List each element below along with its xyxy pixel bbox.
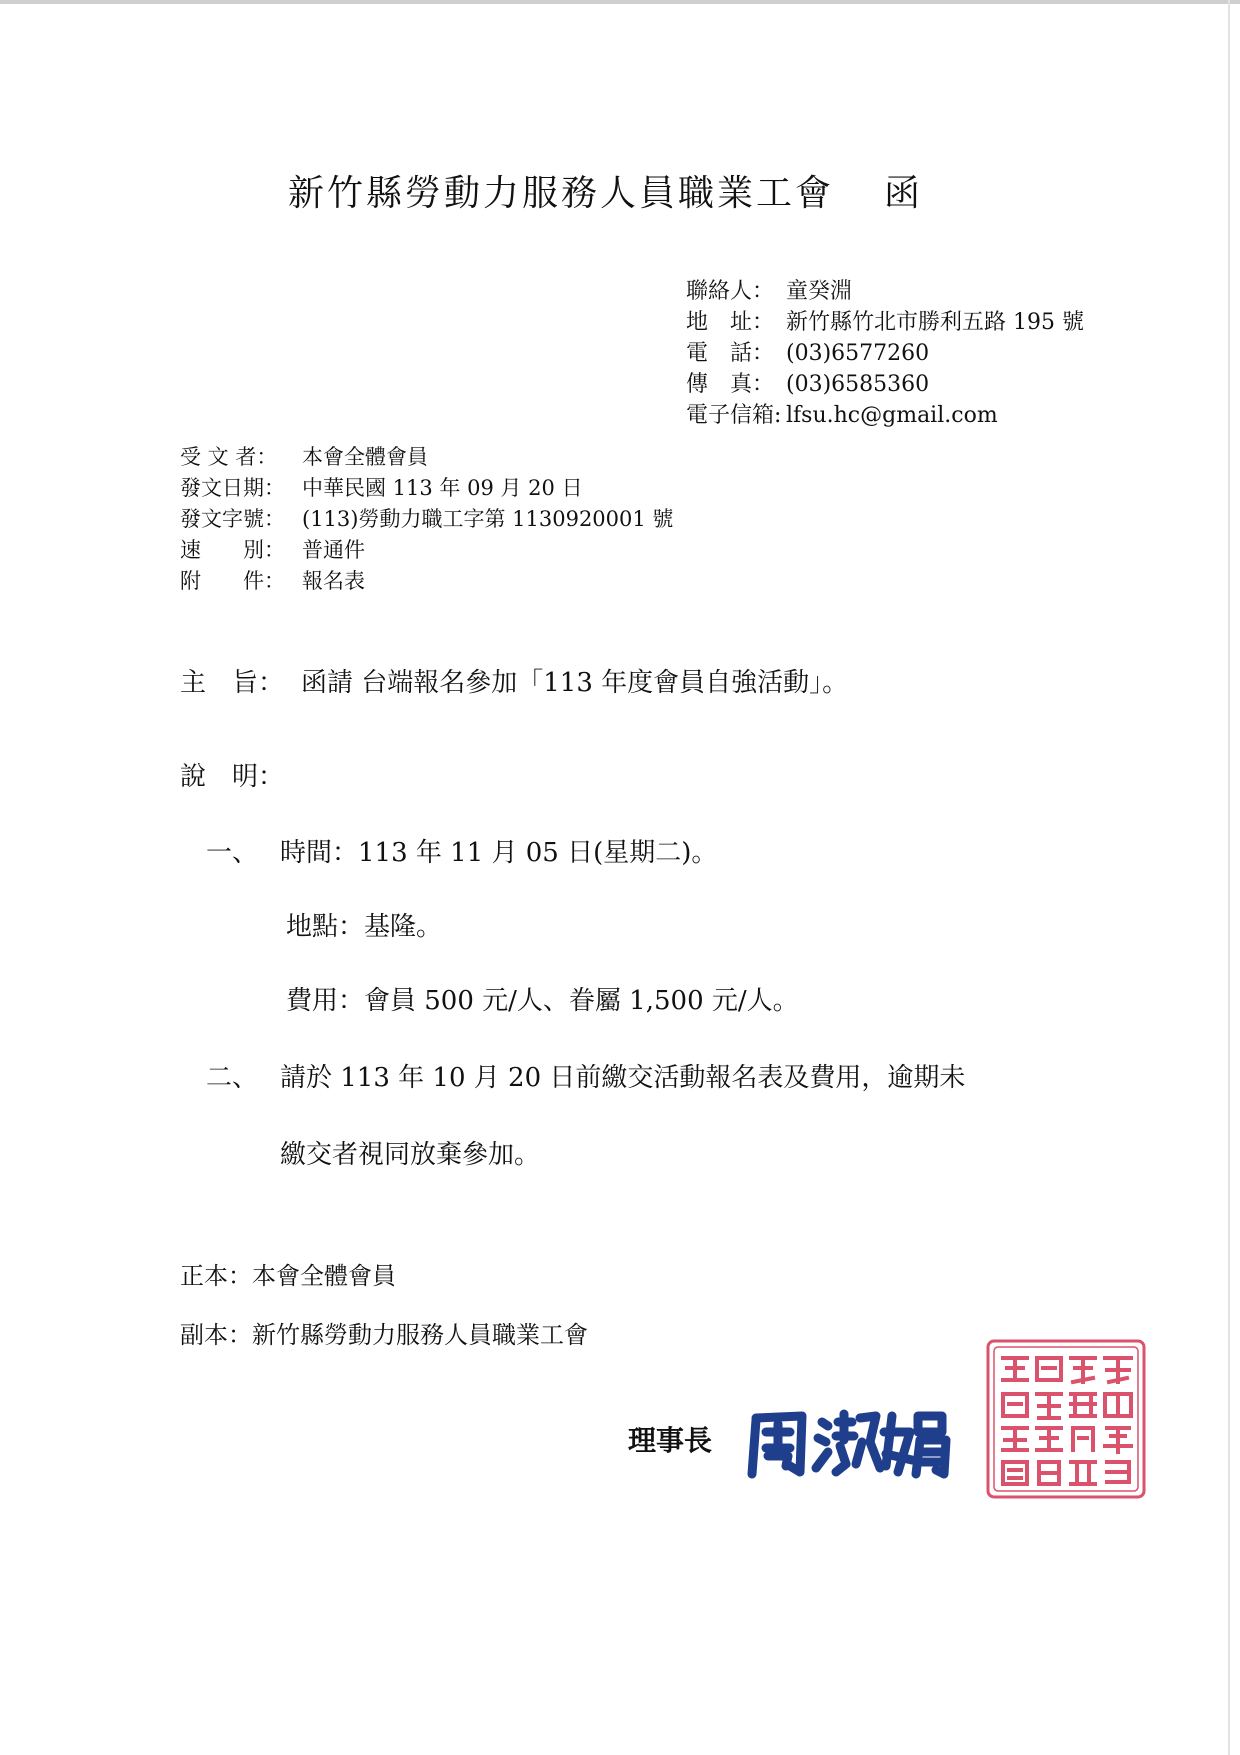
meta-row xyxy=(180,534,365,564)
contact-value: (03)6585360 xyxy=(786,372,930,397)
meta-value: 中華民國 113 年 09 月 20 日 xyxy=(302,476,583,500)
subject-line xyxy=(180,662,848,699)
contact-label: 地 址： xyxy=(686,310,775,335)
contact-label: 聯絡人： xyxy=(686,279,775,304)
subject-label: 主 旨： xyxy=(180,668,285,698)
contact-label: 電子信箱: xyxy=(686,403,782,428)
meta-row xyxy=(180,441,428,471)
meta-label: 發文字號： xyxy=(180,507,285,531)
item-line: 時間：113 年 11 月 05 日(星期二)。 xyxy=(280,838,718,868)
contact-value: 新竹縣竹北市勝利五路 195 號 xyxy=(786,310,1084,335)
item-number: 一、 xyxy=(206,838,259,868)
explanation-item-1 xyxy=(206,832,717,869)
meta-row xyxy=(180,472,583,502)
chairperson-title: 理事長 xyxy=(628,1424,713,1457)
doc-type: 函 xyxy=(884,173,924,214)
official-seal xyxy=(985,1338,1147,1504)
item-number: 二、 xyxy=(206,1063,259,1093)
contact-value: lfsu.hc@gmail.com xyxy=(786,403,998,428)
subject-text: 函請 台端報名參加「113 年度會員自強活動」。 xyxy=(301,668,849,698)
document-title xyxy=(288,165,923,216)
explanation-label: 說 明： xyxy=(180,762,285,792)
item-line: 請於 113 年 10 月 20 日前繳交活動報名表及費用，逾期未 xyxy=(280,1063,966,1093)
meta-label: 附 件： xyxy=(180,569,285,593)
meta-label: 發文日期： xyxy=(180,476,285,500)
copy-value: 新竹縣勞動力服務人員職業工會 xyxy=(252,1321,588,1349)
copy-label: 副本： xyxy=(180,1321,252,1349)
contact-row xyxy=(686,400,998,431)
meta-label: 受 文 者： xyxy=(180,445,278,469)
contact-row xyxy=(686,338,929,369)
item-line: 繳交者視同放棄參加。 xyxy=(280,1140,541,1170)
item-line: 費用：會員 500 元/人、眷屬 1,500 元/人。 xyxy=(286,986,799,1016)
contact-label: 電 話： xyxy=(686,341,775,366)
org-title: 新竹縣勞動力服務人員職業工會 xyxy=(288,173,835,214)
meta-row xyxy=(180,565,365,595)
original-recipients xyxy=(180,1256,396,1291)
meta-value: 普通件 xyxy=(302,538,365,562)
copy-label: 正本： xyxy=(180,1262,252,1290)
contact-row xyxy=(686,307,1084,338)
meta-value: (113)勞動力職工字第 1130920001 號 xyxy=(302,507,674,531)
meta-value: 報名表 xyxy=(302,569,365,593)
contact-row xyxy=(686,369,929,400)
contact-value: 童癸淵 xyxy=(786,279,853,304)
contact-label: 傳 真： xyxy=(686,372,775,397)
scan-top-edge xyxy=(0,0,1240,4)
copy-value: 本會全體會員 xyxy=(252,1262,396,1290)
item-line: 地點：基隆。 xyxy=(286,912,443,942)
meta-value: 本會全體會員 xyxy=(302,445,428,469)
scan-right-edge xyxy=(1228,0,1230,1755)
meta-row xyxy=(180,503,673,533)
explanation-item-2 xyxy=(206,1057,965,1094)
meta-label: 速 別： xyxy=(180,538,285,562)
contact-row xyxy=(686,276,852,307)
handwritten-signature xyxy=(742,1402,954,1482)
contact-value: (03)6577260 xyxy=(786,341,930,366)
signature-image xyxy=(742,1402,954,1486)
duplicate-recipients xyxy=(180,1315,588,1350)
seal-stamp xyxy=(985,1338,1147,1500)
